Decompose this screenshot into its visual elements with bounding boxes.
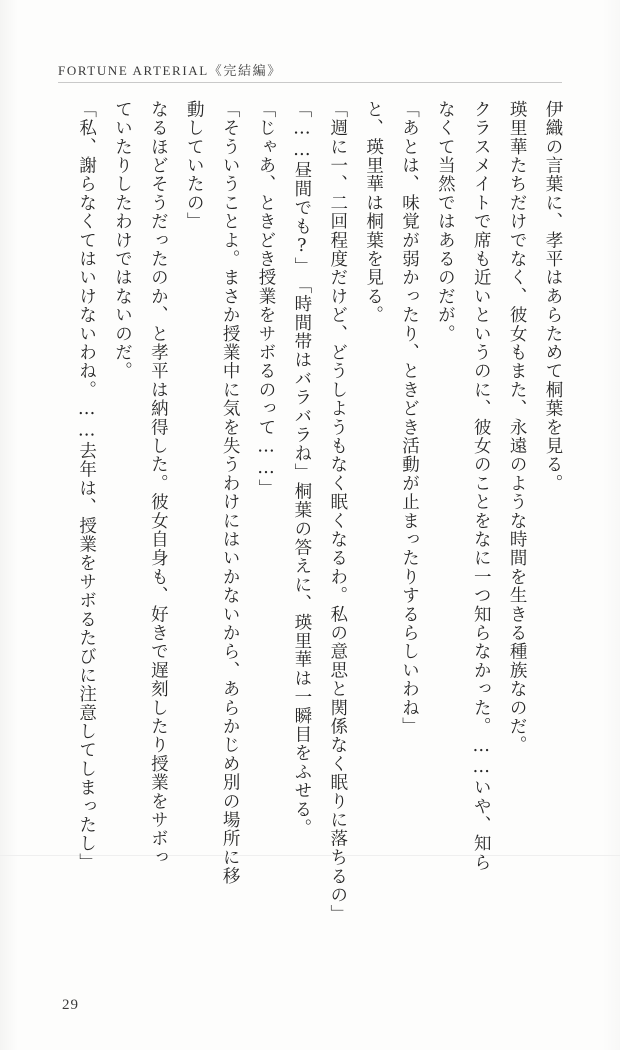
body-line: 「……昼間でも?」 [291,100,312,276]
body-text [50,100,570,960]
body-line: と、瑛里華は桐葉を見る。 [363,100,384,325]
body-line: 「私、謝らなくてはいけないわね。……去年は、授業をサボるたびに注意してしまったし」 [76,100,97,872]
body-line: 伊織の言葉に、孝平はあらためて桐葉を見る。 [543,100,563,493]
body-line: 瑛里華たちだけでなく、彼女もまた、永遠のような時間を生きる種族なのだ。 [507,100,528,755]
body-line: 「そういうことよ。まさか授業中に気を失うわけにはいかないから、あらかじめ別の場所に移 [220,100,241,886]
header-rule [58,82,562,83]
page-edge-shade-right [602,0,620,1050]
body-line: 動していたの」 [184,100,205,231]
body-line: 「週に一、二回程度だけど、どうしようもなく眠くなるわ。私の意思と関係なく眠りに落ち [327,100,348,867]
body-line: 「じゃあ、ときどき授業をサボるのって……」 [256,100,276,498]
page-number: 29 [62,997,79,1013]
running-title: FORTUNE ARTERIAL《完結編》 [58,63,282,78]
body-line: 「時間帯はバラバラね」 [291,275,312,482]
body-line: 桐葉の答えに、瑛里華は一瞬目をふせる。 [291,481,312,837]
body-line: なくて当然ではあるのだが。 [435,100,456,344]
body-line: ていたりしたわけではないのだ。 [112,100,133,381]
page-header [58,60,562,86]
page-edge-shade-left [0,0,18,1050]
body-line: 「あとは、味覚が弱かったり、ときどき活動が止まったりするらしいわね」 [399,100,420,736]
body-line: なるほどそうだったのか、と孝平は納得した。彼女自身も、好きで遅刻したり授業をサボっ [148,100,169,867]
body-line: クラスメイトで席も近いというのに、彼女のことをなに一つ知らなかった。……いや、知ら [471,100,492,872]
body-line: るの」 [327,866,348,923]
